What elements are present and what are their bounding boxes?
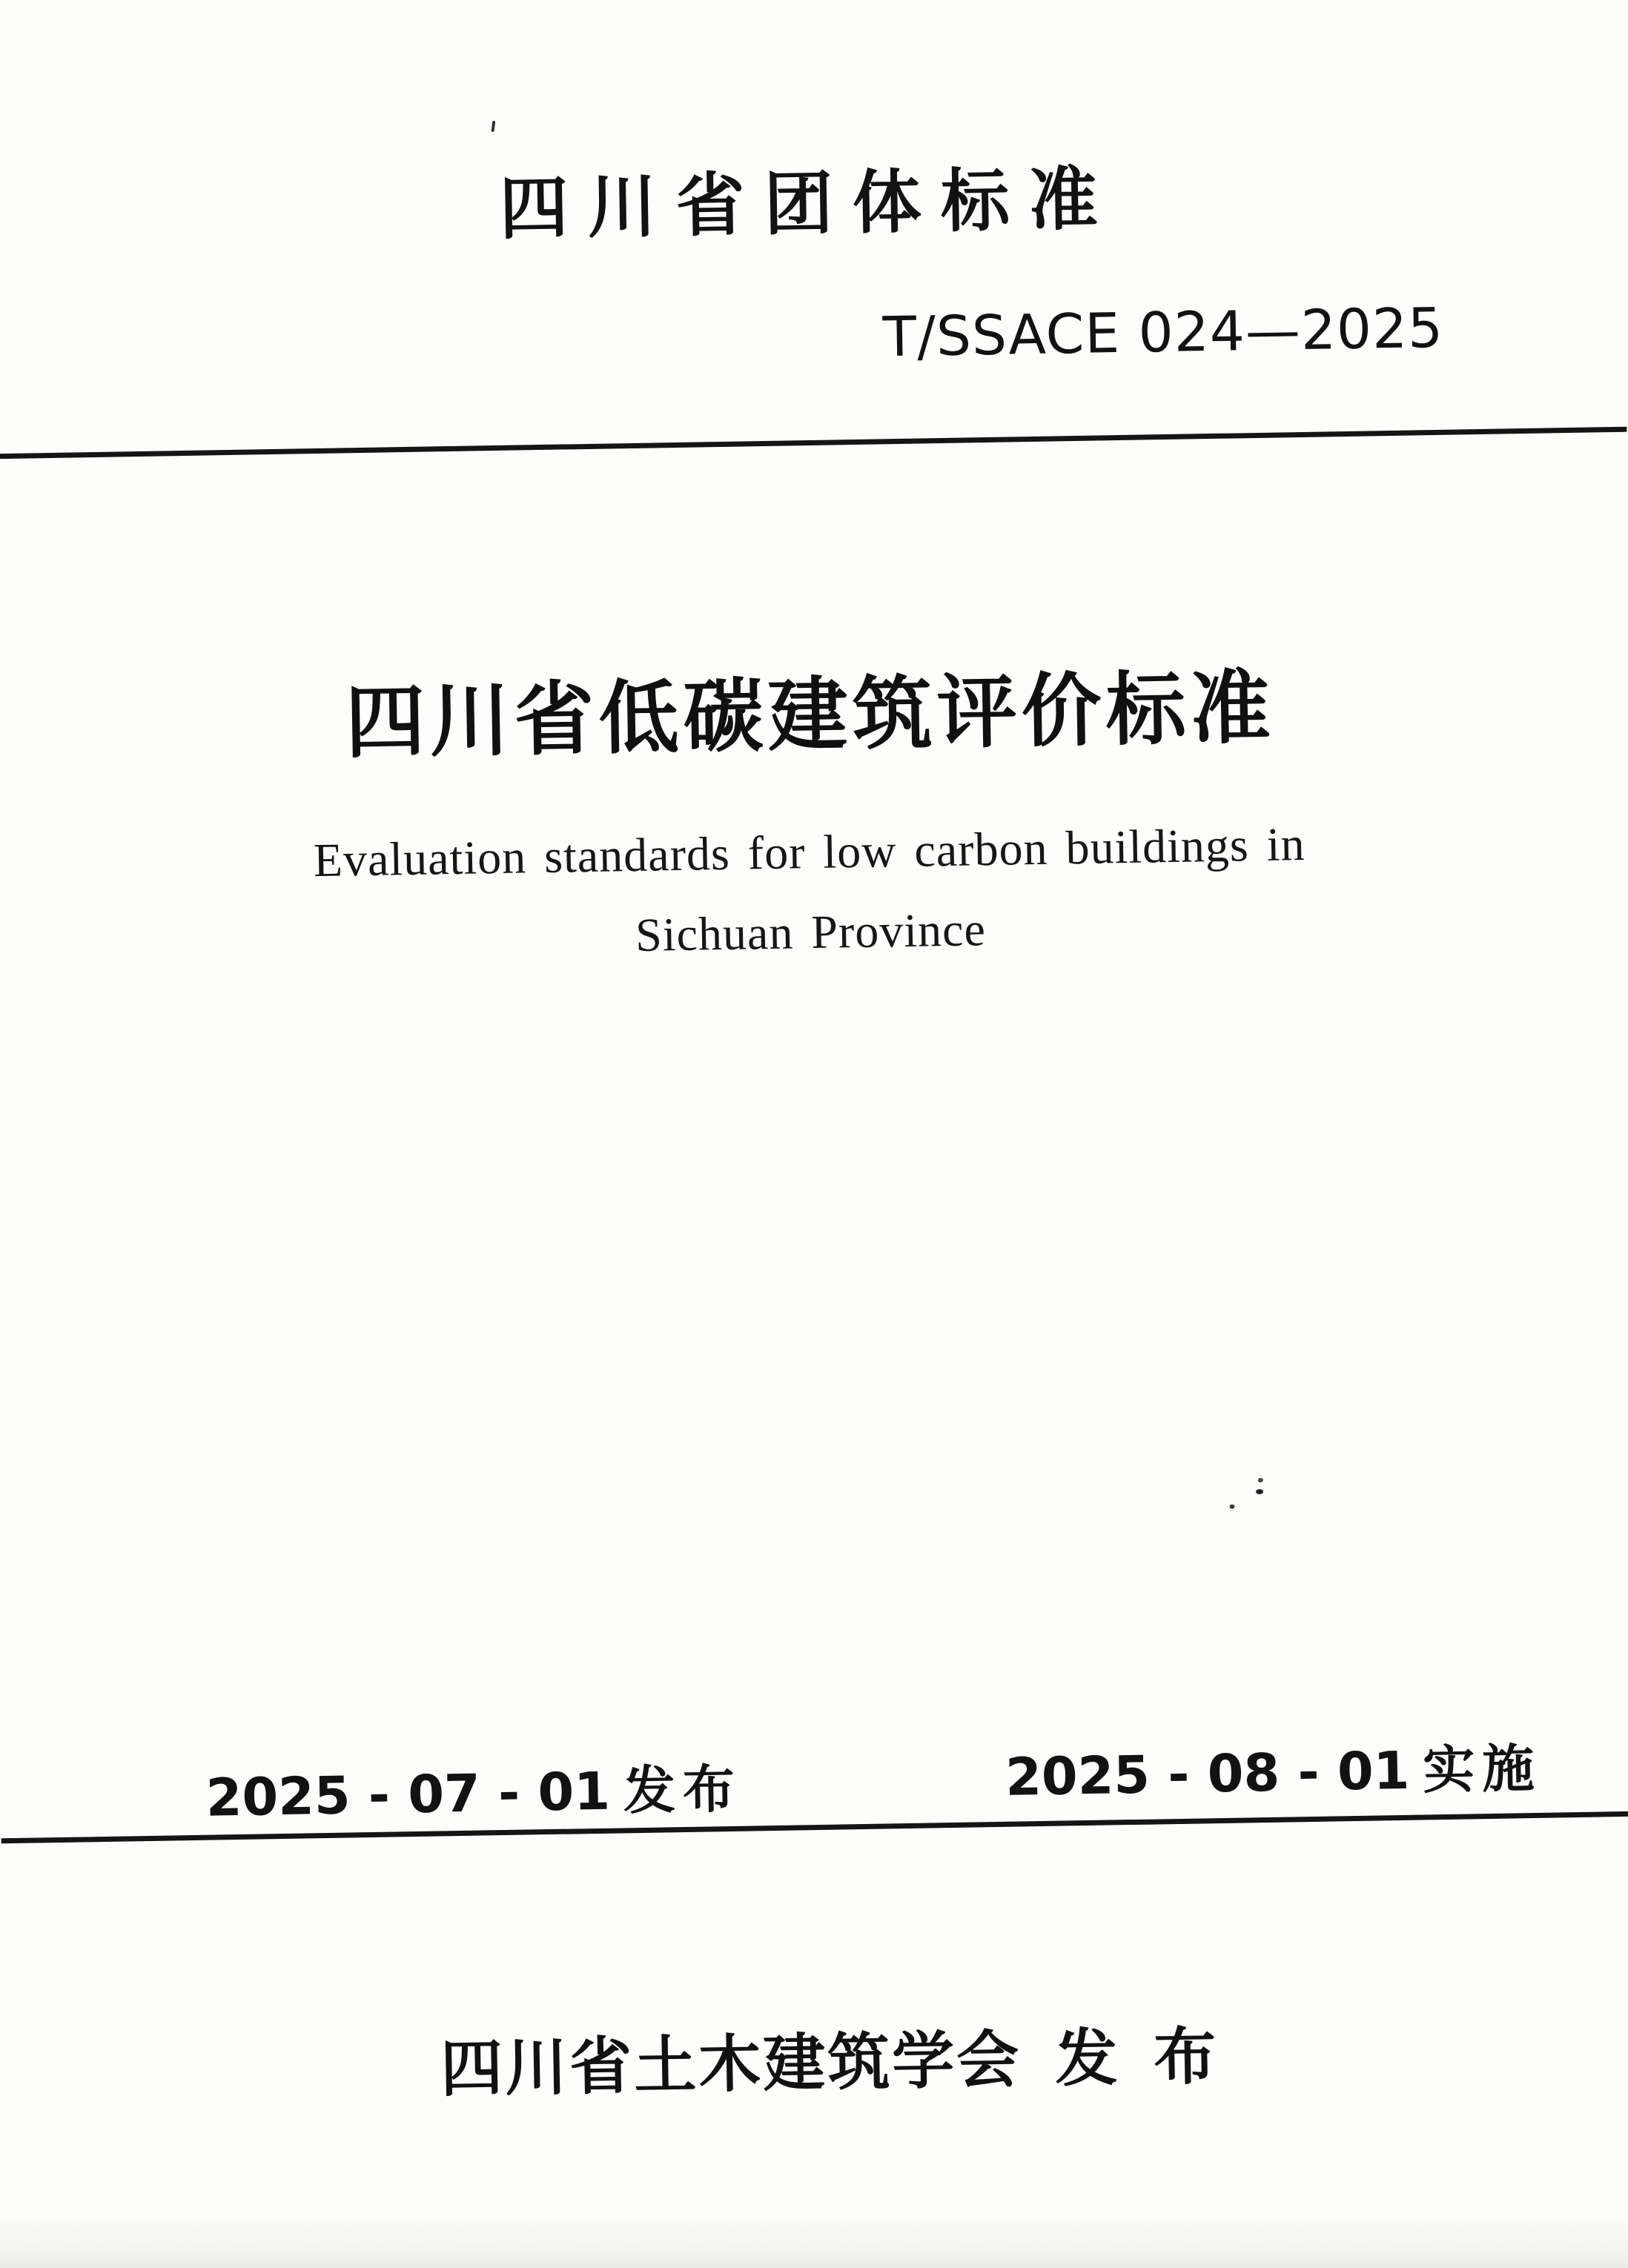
scan-speck xyxy=(1256,1489,1263,1494)
issue-date-value: 2025 - 07 - 01 xyxy=(205,1760,611,1828)
issue-date-label: 发布 xyxy=(623,1758,743,1822)
document-title-zh: 四川省低碳建筑评价标准 xyxy=(344,662,1276,768)
document-title-en-line1: Evaluation standards for low carbon buildings in xyxy=(313,817,1306,887)
standard-category-label: 四川省团体标准 xyxy=(498,160,1118,248)
top-rule xyxy=(0,427,1627,460)
scan-speck xyxy=(491,121,495,132)
document-title-en xyxy=(0,799,1625,986)
publish-word-2: 布 xyxy=(1153,2021,1219,2092)
scan-speck xyxy=(1258,1478,1263,1482)
scan-speck xyxy=(1229,1505,1234,1509)
implementation-date-label: 实施 xyxy=(1422,1737,1543,1801)
publisher-name: 四川省土木建筑学会 xyxy=(440,2024,1022,2104)
implementation-date xyxy=(1005,1727,1542,1811)
publish-word-1: 发 xyxy=(1054,2023,1120,2094)
standard-code: T/SSACE 024—2025 xyxy=(882,296,1444,370)
issue-date xyxy=(205,1748,743,1831)
publisher-line xyxy=(15,2000,1628,2116)
document-title-en-line2: Sichuan Province xyxy=(635,903,987,961)
implementation-date-value: 2025 - 08 - 01 xyxy=(1005,1740,1411,1808)
